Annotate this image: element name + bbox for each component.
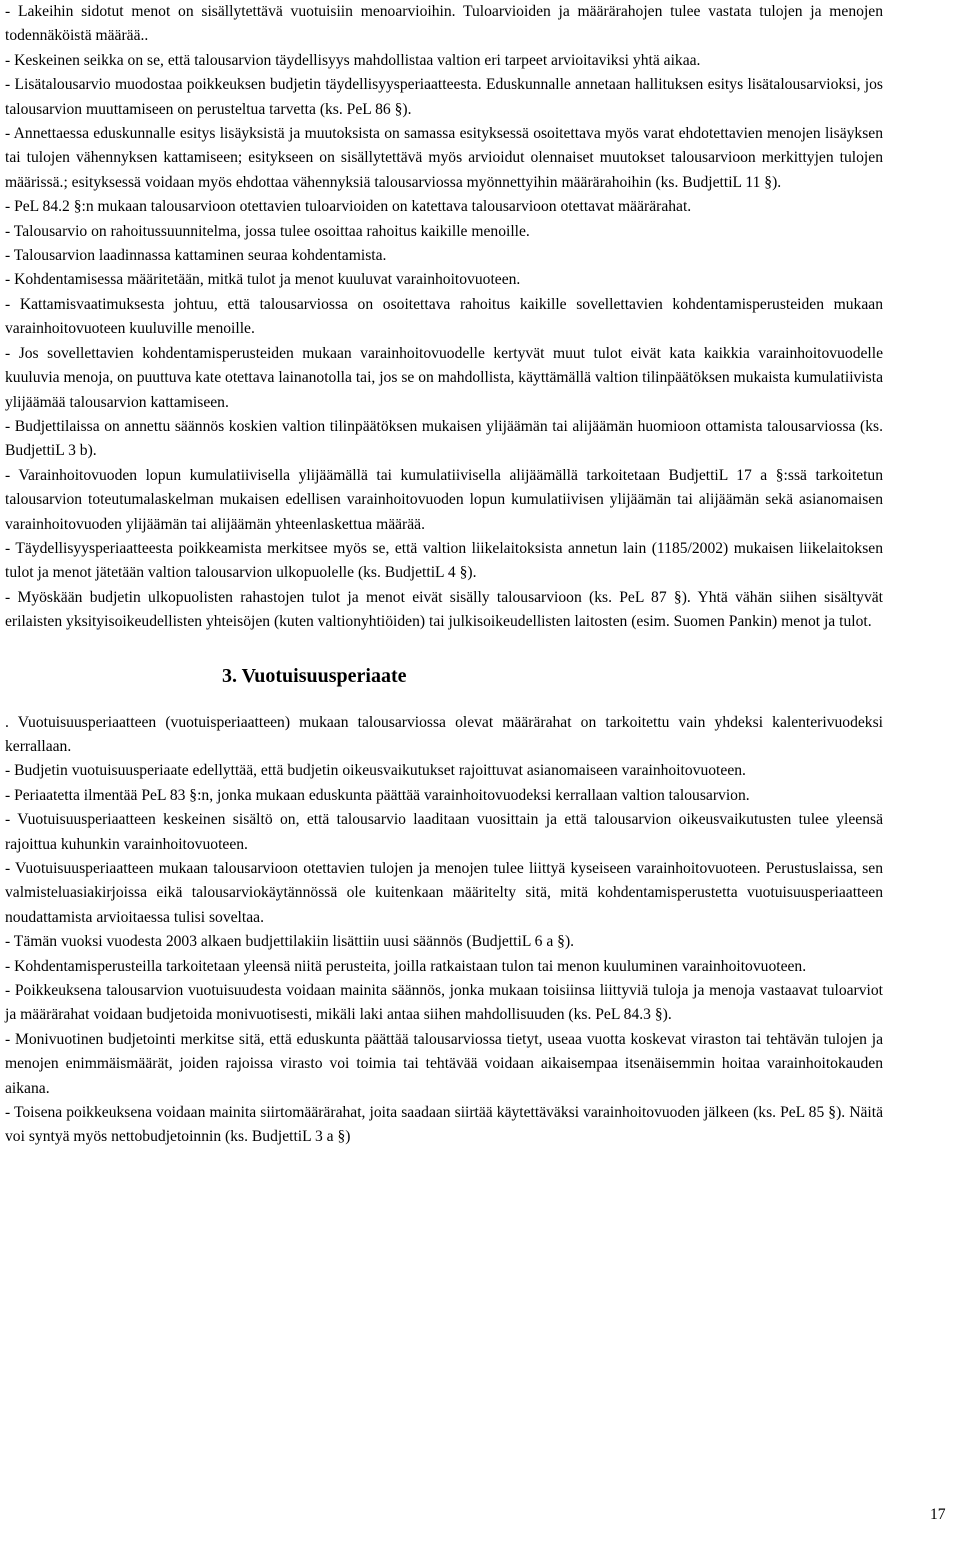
paragraph: - Lakeihin sidotut menot on sisällytettävä vuotuisiin menoarvioihin. Tuloarvioiden ja määrärahojen tulee vastata tulojen ja menojen todennäköistä määrää.. bbox=[5, 3, 883, 45]
paragraph: - Talousarvion laadinnassa kattaminen seuraa kohdentamista. bbox=[5, 247, 387, 265]
paragraph: - Tämän vuoksi vuodesta 2003 alkaen budjettilakiin lisättiin uusi säännös (BudjettiL 6 a §). bbox=[5, 933, 575, 951]
page-number: 17 bbox=[930, 1506, 946, 1523]
paragraph: - Jos sovellettavien kohdentamisperusteiden mukaan varainhoitovuodelle kertyvät muut tulot eivät kata kaikkia varainhoitovuodelle kuuluvia menoja, on puuttuva kate otettava lainanotolla tai, jos se on mahdollista, käyttämällä valtion tilinpäätöksen mukaista kumulatiivista ylijäämää talousarvion kattamiseen. bbox=[5, 344, 883, 411]
paragraph: - Budjettilaissa on annettu säännös koskien valtion tilinpäätöksen mukaisen ylijäämän tai alijäämän huomioon ottamista talousarviossa (ks. BudjettiL 3 b). bbox=[5, 417, 883, 460]
paragraph: . Vuotuisuusperiaatteen (vuotuisperiaatteen) mukaan talousarviossa olevat määrärahat on tarkoitettu vain yhdeksi kalenterivuodeksi kerrallaan. bbox=[5, 713, 883, 755]
paragraph: - Periaatetta ilmentää PeL 83 §:n, jonka mukaan eduskunta päättää varainhoitovuodeksi kerrallaan valtion talousarvion. bbox=[5, 786, 750, 804]
paragraph: - Keskeinen seikka on se, että talousarvion täydellisyys mahdollistaa valtion eri tarpeet arvioitaviksi yhtä aikaa. bbox=[5, 51, 701, 69]
paragraph: - Lisätalousarvio muodostaa poikkeuksen budjetin täydellisyysperiaatteesta. Eduskunnalle annetaan hallituksen esitys lisätalousarvioksi, jos talousarvion muuttamiseen on perusteltua tarvetta (ks. PeL 86 §). bbox=[5, 76, 883, 118]
paragraph: - Monivuotinen budjetointi merkitse sitä, että eduskunta päättää talousarviossa tietyt, useaa vuotta koskevat viraston tai tehtävän tulojen ja menojen enimmäismäärät, joiden rajoissa virasto voi toimia tai tehtävää voidaan aikaisempaa itsenäisemmin hoitaa varainhoitokauden aikana. bbox=[5, 1030, 883, 1097]
section-heading: 3. Vuotuisuusperiaate bbox=[222, 664, 407, 687]
paragraph: - Kohdentamisessa määritetään, mitkä tulot ja menot kuuluvat varainhoitovuoteen. bbox=[5, 271, 521, 289]
paragraph: - Myöskään budjetin ulkopuolisten rahastojen tulot ja menot eivät sisälly talousarvioon (ks. PeL 87 §). Yhtä vähän siihen sisältyvät erilaisten yksityisoikeudellisten yhteisöjen (kuten valtionyhtiöiden) tai julkisoikeudellisten laitosten (esim. Suomen Pankin) menot ja tulot. bbox=[5, 588, 883, 631]
paragraph: - Toisena poikkeuksena voidaan mainita siirtomäärärahat, joita saadaan siirtää käytettäväksi varainhoitovuoden jälkeen (ks. PeL 85 §). Näitä voi syntyä myös nettobudjetoinnin (ks. BudjettiL 3 a §) bbox=[5, 1104, 883, 1146]
paragraph: - Vuotuisuusperiaatteen keskeinen sisältö on, että talousarvio laaditaan vuosittain ja että talousarvion oikeusvaikutusten tulee yleensä rajoittua kuhunkin varainhoitovuoteen. bbox=[5, 811, 883, 853]
paragraph: - Vuotuisuusperiaatteen mukaan talousarvioon otettavien tulojen ja menojen tulee liittyä kyseiseen varainhoitovuoteen. Perustuslaissa, sen valmisteluasiakirjoissa eikä talousarviokäytännössä ole kuitenkaan määritelty sitä, mitä kohdentamisperustetta vuotuisuusperiaatteen noudattamista arvioitaessa tulisi soveltaa. bbox=[5, 860, 883, 926]
paragraph: - Poikkeuksena talousarvion vuotuisuudesta voidaan mainita säännös, jonka mukaan toisiinsa liittyviä tuloja ja menoja vastaavat tuloarviot ja määrärahat voidaan budjetoida monivuotisesti, mikäli laki antaa siihen mahdollisuuden (ks. PeL 84.3 §). bbox=[5, 982, 883, 1024]
paragraph: - Varainhoitovuoden lopun kumulatiivisella ylijäämällä tai kumulatiivisella alijäämällä tarkoitetaan BudjettiL 17 a §:ssä tarkoitetun talousarvion toteutumalaskelman mukaisen edellisen varainhoitovuoden lopun kumulatiivisen ylijäämän tai alijäämän sekä asianomaisen varainhoitovuoden ylijäämän tai alijäämän yhteenlaskettua määrää. bbox=[5, 466, 883, 533]
paragraph: - Kattamisvaatimuksesta johtuu, että talousarviossa on osoitettava rahoitus kaikille sovellettavien kohdentamisperusteiden mukaan varainhoitovuoteen kuuluville menoille. bbox=[5, 295, 883, 338]
paragraph: - Kohdentamisperusteilla tarkoitetaan yleensä niitä perusteita, joilla ratkaistaan tulon tai menon kuuluminen varainhoitovuoteen. bbox=[5, 957, 807, 975]
paragraph: - Täydellisyysperiaatteesta poikkeamista merkitsee myös se, että valtion liikelaitoksista annetun lain (1185/2002) mukaisen liikelaitoksen tulot ja menot jätetään valtion talousarvion ulkopuolelle (ks. BudjettiL 4 §). bbox=[5, 539, 883, 582]
paragraph: - Annettaessa eduskunnalle esitys lisäyksistä ja muutoksista on samassa esityksessä osoitettava myös varat ehdotettavien menojen lisäyksen tai tulojen vähennyksen kattamiseen; esitykseen on sisällytettävä myös arvioidut olennaiset muutokset talousarvioon merkittyjen tulojen määrissä.; esityksessä voidaan myös ehdottaa vähennyksiä talousarviossa myönnettyihin määrärahoihin (ks. BudjettiL 11 §). bbox=[5, 125, 883, 191]
paragraph: - PeL 84.2 §:n mukaan talousarvioon otettavien tuloarvioiden on katettava talousarvioon otettavat määrärahat. bbox=[5, 198, 692, 216]
document-page bbox=[5, 0, 883, 1150]
paragraph: - Budjetin vuotuisuusperiaate edellyttää, että budjetin oikeusvaikutukset rajoittuvat asianomaiseen varainhoitovuoteen. bbox=[5, 762, 746, 780]
paragraph: - Talousarvio on rahoitussuunnitelma, jossa tulee osoittaa rahoitus kaikille menoille. bbox=[5, 222, 530, 240]
